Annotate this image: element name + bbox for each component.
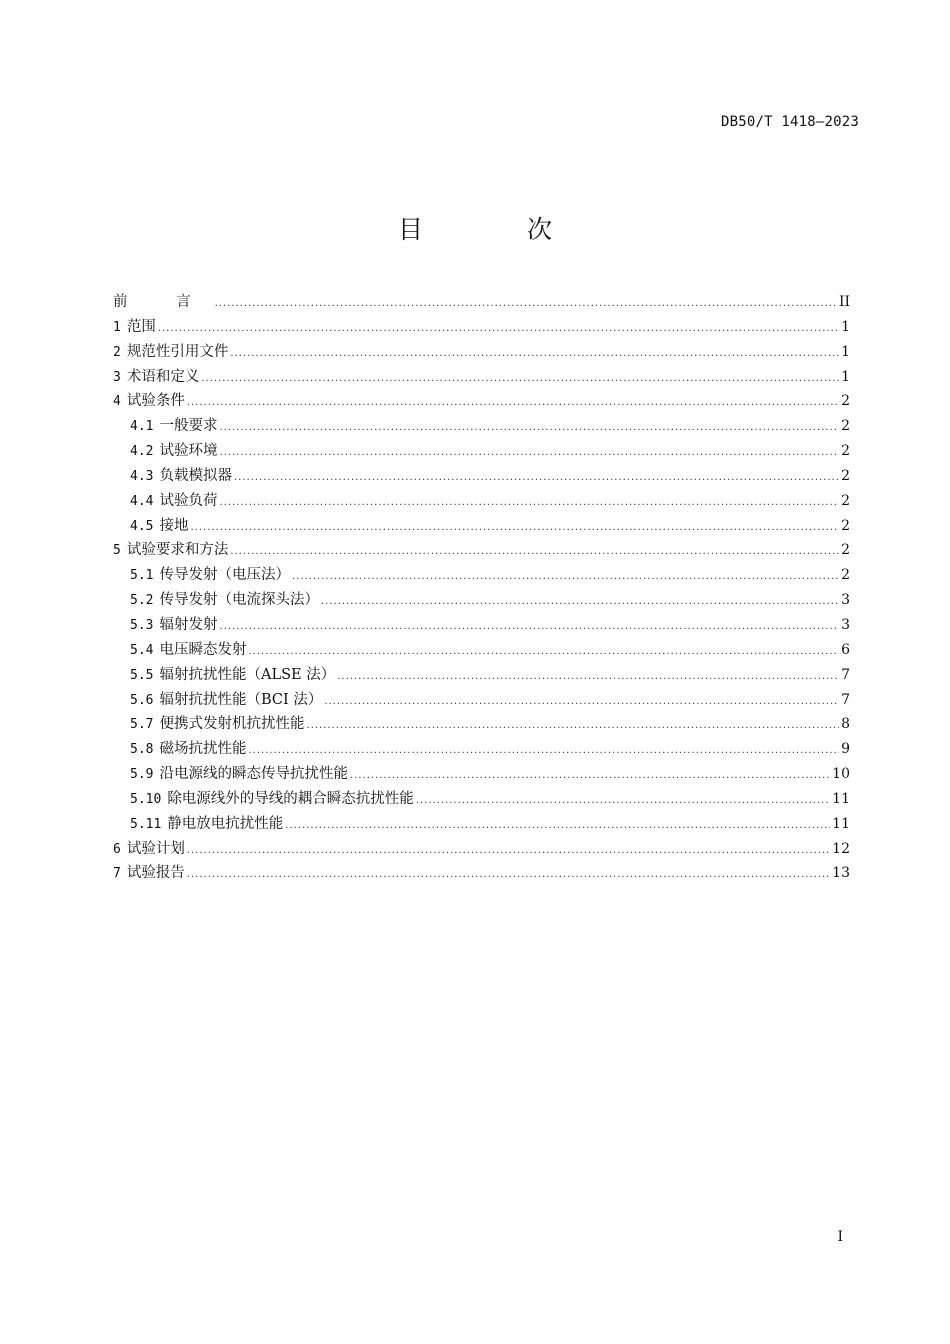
toc-leader-dots: [187, 863, 830, 888]
toc-entry-label: 术语和定义: [126, 368, 200, 385]
toc-entry-label: 试验计划: [126, 840, 185, 857]
toc-entry[interactable]: [113, 514, 850, 539]
toc-entry-label: 试验负荷: [159, 492, 218, 509]
toc-entry-number: 4.2: [130, 444, 154, 460]
toc-title: 目 次: [398, 215, 600, 244]
toc-entry-page: 6: [841, 641, 850, 658]
toc-entry-page: 2: [841, 418, 850, 435]
toc-entry-number: 4.1: [130, 419, 154, 435]
toc-entry-page: 2: [841, 467, 850, 484]
toc-entry-label: 试验条件: [126, 393, 185, 410]
toc-entry-page: 2: [841, 492, 850, 509]
toc-entry-number: 4.3: [130, 468, 154, 484]
toc-entry-number: 5.8: [130, 742, 154, 758]
toc-entry[interactable]: [113, 812, 850, 837]
toc-leader-dots: [201, 367, 839, 392]
toc-entry-page: 13: [832, 865, 850, 882]
toc-entry-number: 3: [113, 369, 121, 385]
toc-entry[interactable]: [113, 837, 850, 862]
toc-entry-label: 传导发射（电压法）: [159, 567, 290, 584]
toc-entry[interactable]: [113, 414, 850, 439]
toc-entry[interactable]: [113, 737, 850, 762]
toc-entry-label: 辐射抗扰性能（BCI 法）: [159, 691, 323, 708]
toc-entry[interactable]: [113, 315, 850, 340]
toc-entry-label: 接地: [159, 517, 189, 534]
toc-leader-dots: [321, 590, 839, 615]
toc-entry-page: 1: [841, 368, 850, 385]
toc-leader-dots: [219, 491, 839, 516]
toc-entry-label: 前 言: [113, 294, 213, 310]
toc-entry[interactable]: [113, 762, 850, 787]
toc-leader-dots: [230, 540, 839, 565]
toc-entry-page: II: [838, 294, 850, 310]
toc-entry-page: 2: [841, 443, 850, 460]
toc-entry[interactable]: [113, 340, 850, 365]
toc-entry-number: 7: [113, 866, 121, 882]
toc-entry-page: 9: [841, 741, 850, 758]
toc-entry[interactable]: [113, 588, 850, 613]
toc-entry-page: 3: [841, 616, 850, 633]
toc-entry-number: 5.9: [130, 767, 154, 783]
toc-entry-page: 7: [841, 666, 850, 683]
toc-entry-label: 负载模拟器: [159, 467, 232, 484]
toc-entry-label: 试验报告: [126, 865, 185, 882]
toc-entry-number: 5.5: [130, 667, 154, 683]
toc-entry-page: 12: [832, 840, 850, 857]
document-code: DB50/T 1418—2023: [720, 114, 859, 130]
toc-leader-dots: [219, 615, 839, 640]
toc-entry-number: 4.5: [130, 518, 154, 534]
toc-entry[interactable]: [113, 712, 850, 737]
toc-entry-number: 5.10: [130, 791, 162, 807]
toc-entry-number: 5.2: [130, 593, 154, 609]
toc-leader-dots: [187, 839, 830, 864]
page-number: I: [837, 1229, 843, 1245]
toc-entry-page: 11: [832, 815, 850, 832]
toc-entry[interactable]: [113, 688, 850, 713]
toc-entry-page: 7: [841, 691, 850, 708]
toc-entry-label: 试验环境: [159, 443, 218, 460]
table-of-contents: [113, 290, 850, 886]
toc-entry-number: 5.1: [130, 568, 154, 584]
toc-entry-number: 6: [113, 841, 121, 857]
toc-leader-dots: [234, 466, 839, 491]
toc-leader-dots: [292, 565, 839, 590]
toc-entry-page: 1: [841, 343, 850, 360]
toc-leader-dots: [158, 317, 839, 342]
toc-leader-dots: [248, 739, 839, 764]
toc-entry[interactable]: [113, 563, 850, 588]
toc-entry-page: 2: [841, 567, 850, 584]
toc-entry-number: 5: [113, 543, 121, 559]
toc-entry[interactable]: [113, 538, 850, 563]
toc-leader-dots: [219, 416, 839, 441]
toc-leader-dots: [306, 714, 839, 739]
toc-entry-number: 5.11: [130, 816, 162, 832]
toc-entry[interactable]: [113, 489, 850, 514]
toc-entry-label: 磁场抗扰性能: [159, 741, 247, 758]
toc-entry-number: 5.7: [130, 717, 154, 733]
toc-leader-dots: [219, 441, 839, 466]
toc-leader-dots: [350, 764, 830, 789]
toc-leader-dots: [230, 342, 839, 367]
toc-leader-dots: [324, 690, 839, 715]
toc-leader-dots: [416, 789, 830, 814]
toc-entry[interactable]: [113, 787, 850, 812]
toc-entry-label: 试验要求和方法: [126, 542, 229, 559]
toc-leader-dots: [215, 292, 837, 317]
toc-entry-page: 11: [832, 790, 850, 807]
toc-entry-label: 沿电源线的瞬态传导抗扰性能: [159, 766, 348, 783]
toc-entry[interactable]: [113, 389, 850, 414]
toc-entry-label: 辐射发射: [159, 616, 218, 633]
toc-entry-number: 5.4: [130, 642, 154, 658]
toc-entry-number: 5.6: [130, 692, 154, 708]
toc-entry-foreword[interactable]: [113, 290, 850, 315]
toc-entry-label: 电压瞬态发射: [159, 641, 247, 658]
toc-entry-number: 4: [113, 394, 121, 410]
toc-entry-number: 5.3: [130, 617, 154, 633]
toc-entry-label: 范围: [126, 318, 156, 335]
toc-entry-page: 8: [841, 716, 850, 733]
toc-entry[interactable]: [113, 365, 850, 390]
toc-leader-dots: [190, 516, 839, 541]
toc-entry-page: 1: [841, 318, 850, 335]
toc-entry-page: 10: [832, 766, 850, 783]
toc-entry[interactable]: [113, 861, 850, 886]
toc-entry-page: 3: [841, 592, 850, 609]
toc-entry-page: 2: [841, 542, 850, 559]
toc-entry-page: 2: [841, 517, 850, 534]
toc-entry-label: 一般要求: [159, 418, 218, 435]
toc-entry-label: 静电放电抗扰性能: [167, 815, 284, 832]
toc-entry-number: 1: [113, 319, 121, 335]
toc-leader-dots: [187, 391, 839, 416]
toc-leader-dots: [248, 640, 839, 665]
toc-leader-dots: [285, 814, 830, 839]
toc-entry-label: 便携式发射机抗扰性能: [159, 716, 305, 733]
toc-entry-label: 传导发射（电流探头法）: [159, 592, 319, 609]
toc-entry[interactable]: [113, 439, 850, 464]
toc-entry-page: 2: [841, 393, 850, 410]
toc-entry[interactable]: [113, 663, 850, 688]
toc-entry-number: 4.4: [130, 493, 154, 509]
toc-leader-dots: [337, 665, 839, 690]
toc-entry[interactable]: [113, 464, 850, 489]
toc-entry-number: 2: [113, 344, 121, 360]
toc-entry[interactable]: [113, 613, 850, 638]
toc-entry[interactable]: [113, 638, 850, 663]
toc-entry-label: 辐射抗扰性能（ALSE 法）: [159, 666, 336, 683]
toc-entry-label: 除电源线外的导线的耦合瞬态抗扰性能: [167, 790, 414, 807]
toc-entry-label: 规范性引用文件: [126, 343, 229, 360]
